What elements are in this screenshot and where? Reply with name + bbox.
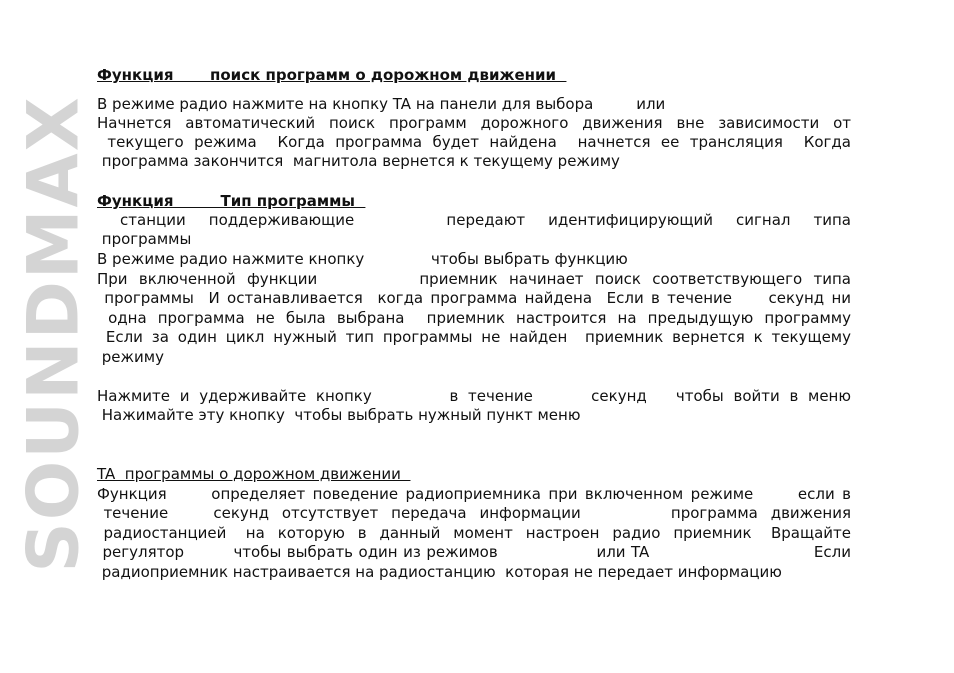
section-heading-ta-programs: TA программы о дорожном движении bbox=[97, 465, 411, 483]
paragraph-line: Если за один цикл нужный тип программы не найден приемник вернется к текущему bbox=[97, 328, 851, 346]
section-heading-program-type: Функция Тип программы bbox=[97, 192, 366, 210]
paragraph-line: программа закончится магнитола вернется к текущему режиму bbox=[97, 152, 620, 170]
section-heading-traffic-search: Функция поиск программ о дорожном движении bbox=[97, 66, 567, 84]
soundmax-watermark-logo bbox=[13, 44, 96, 624]
paragraph-line: программы И останавливается когда программа найдена Если в течение секунд ни bbox=[97, 289, 851, 307]
paragraph-line: радиостанцией на которую в данный момент настроен радио приемник Вращайте bbox=[97, 524, 851, 542]
paragraph-line: Нажимайте эту кнопку чтобы выбрать нужный пункт меню bbox=[97, 406, 581, 424]
paragraph-line: В режиме радио нажмите кнопку чтобы выбрать функцию bbox=[97, 250, 628, 268]
paragraph-line: текущего режима Когда программа будет найдена начнется ее трансляция Когда bbox=[97, 133, 851, 151]
paragraph-line: станции поддерживающие передают идентифицирующий сигнал типа bbox=[97, 211, 851, 229]
paragraph-line: При включенной функции приемник начинает поиск соответствующего типа bbox=[97, 270, 851, 288]
paragraph-line: Функция определяет поведение радиоприемника при включенном режиме если в bbox=[97, 485, 851, 503]
paragraph-line: регулятор чтобы выбрать один из режимов или TA Если bbox=[97, 543, 851, 561]
paragraph-line: Начнется автоматический поиск программ дорожного движения вне зависимости от bbox=[97, 114, 851, 132]
paragraph-line: одна программа не была выбрана приемник настроится на предыдущую программу bbox=[97, 309, 851, 327]
paragraph-line: радиоприемник настраивается на радиостанцию которая не передает информацию bbox=[97, 563, 782, 581]
paragraph-line: Нажмите и удерживайте кнопку в течение секунд чтобы войти в меню bbox=[97, 387, 851, 405]
logo-text: SOUNDMAX bbox=[13, 95, 96, 573]
paragraph-line: режиму bbox=[97, 348, 164, 366]
paragraph-line: течение секунд отсутствует передача информации программа движения bbox=[97, 504, 851, 522]
paragraph-line: программы bbox=[97, 230, 192, 248]
paragraph-line: В режиме радио нажмите на кнопку TA на панели для выбора или bbox=[97, 95, 666, 113]
